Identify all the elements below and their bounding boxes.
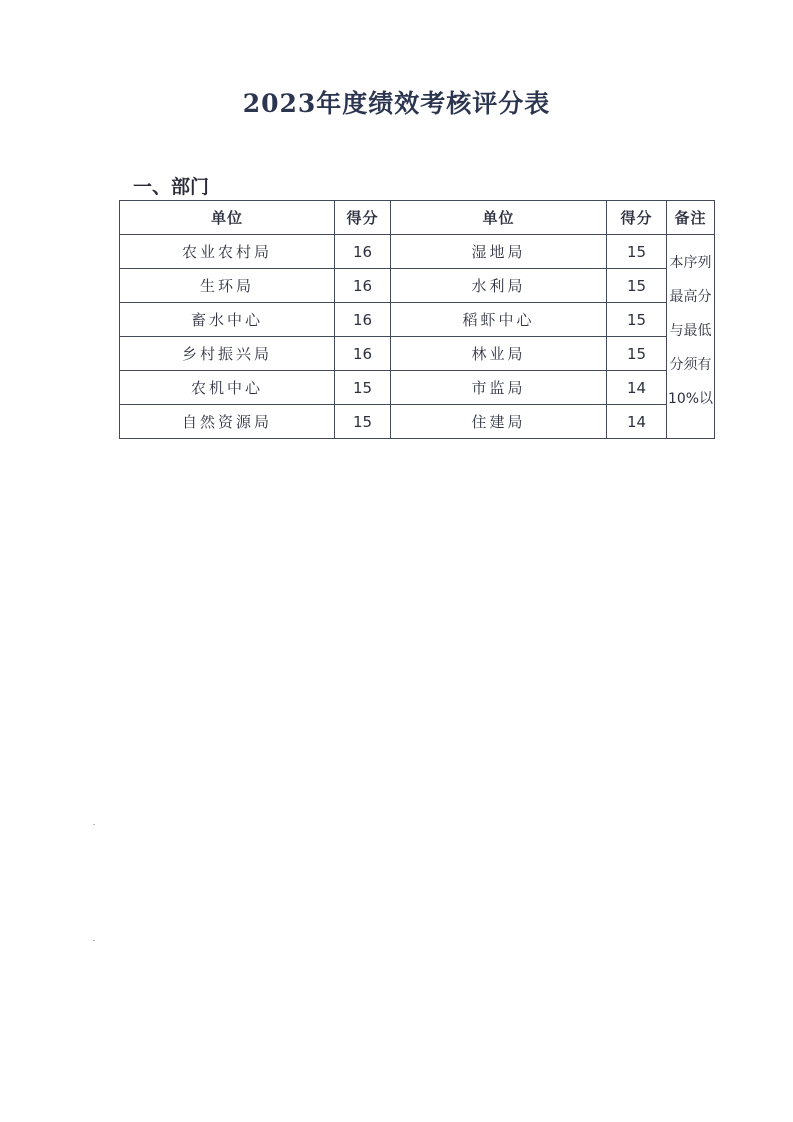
table-header-row — [120, 201, 715, 235]
unit-right-cell: 湿地局 — [391, 235, 607, 269]
scan-speck — [93, 824, 95, 825]
header-remark: 备注 — [667, 201, 715, 235]
score-right-cell: 14 — [607, 371, 667, 405]
table-row — [120, 269, 715, 303]
section-heading: 一、部门 — [133, 176, 210, 198]
table-row — [120, 235, 715, 269]
page-title: 2023年度绩效考核评分表 — [242, 89, 551, 118]
table-row — [120, 371, 715, 405]
table-row — [120, 303, 715, 337]
score-right-cell: 14 — [607, 405, 667, 439]
unit-left-cell: 农机中心 — [120, 371, 335, 405]
remark-line: 最高分 — [669, 288, 712, 305]
header-unit-left: 单位 — [120, 201, 335, 235]
remark-line: 10%以 — [667, 390, 714, 407]
unit-left-cell: 农业农村局 — [120, 235, 335, 269]
table-row — [120, 405, 715, 439]
remark-cell — [667, 235, 715, 439]
header-score-right: 得分 — [607, 201, 667, 235]
unit-right-cell: 林业局 — [391, 337, 607, 371]
score-right-cell: 15 — [607, 303, 667, 337]
score-left-cell: 16 — [335, 337, 391, 371]
score-left-cell: 15 — [335, 371, 391, 405]
score-left-cell: 16 — [335, 235, 391, 269]
unit-right-cell: 水利局 — [391, 269, 607, 303]
score-right-cell: 15 — [607, 235, 667, 269]
scan-speck — [93, 940, 95, 941]
unit-left-cell: 生环局 — [120, 269, 335, 303]
unit-left-cell: 乡村振兴局 — [120, 337, 335, 371]
remark-line: 本序列 — [669, 254, 712, 271]
header-unit-right: 单位 — [391, 201, 607, 235]
score-left-cell: 15 — [335, 405, 391, 439]
score-right-cell: 15 — [607, 337, 667, 371]
score-table — [119, 200, 715, 439]
remark-line: 分须有 — [669, 356, 712, 373]
unit-right-cell: 住建局 — [391, 405, 607, 439]
unit-right-cell: 稻虾中心 — [391, 303, 607, 337]
unit-right-cell: 市监局 — [391, 371, 607, 405]
score-left-cell: 16 — [335, 303, 391, 337]
table-row — [120, 337, 715, 371]
score-right-cell: 15 — [607, 269, 667, 303]
unit-left-cell: 畜水中心 — [120, 303, 335, 337]
score-left-cell: 16 — [335, 269, 391, 303]
remark-line: 与最低 — [669, 322, 712, 339]
header-score-left: 得分 — [335, 201, 391, 235]
unit-left-cell: 自然资源局 — [120, 405, 335, 439]
